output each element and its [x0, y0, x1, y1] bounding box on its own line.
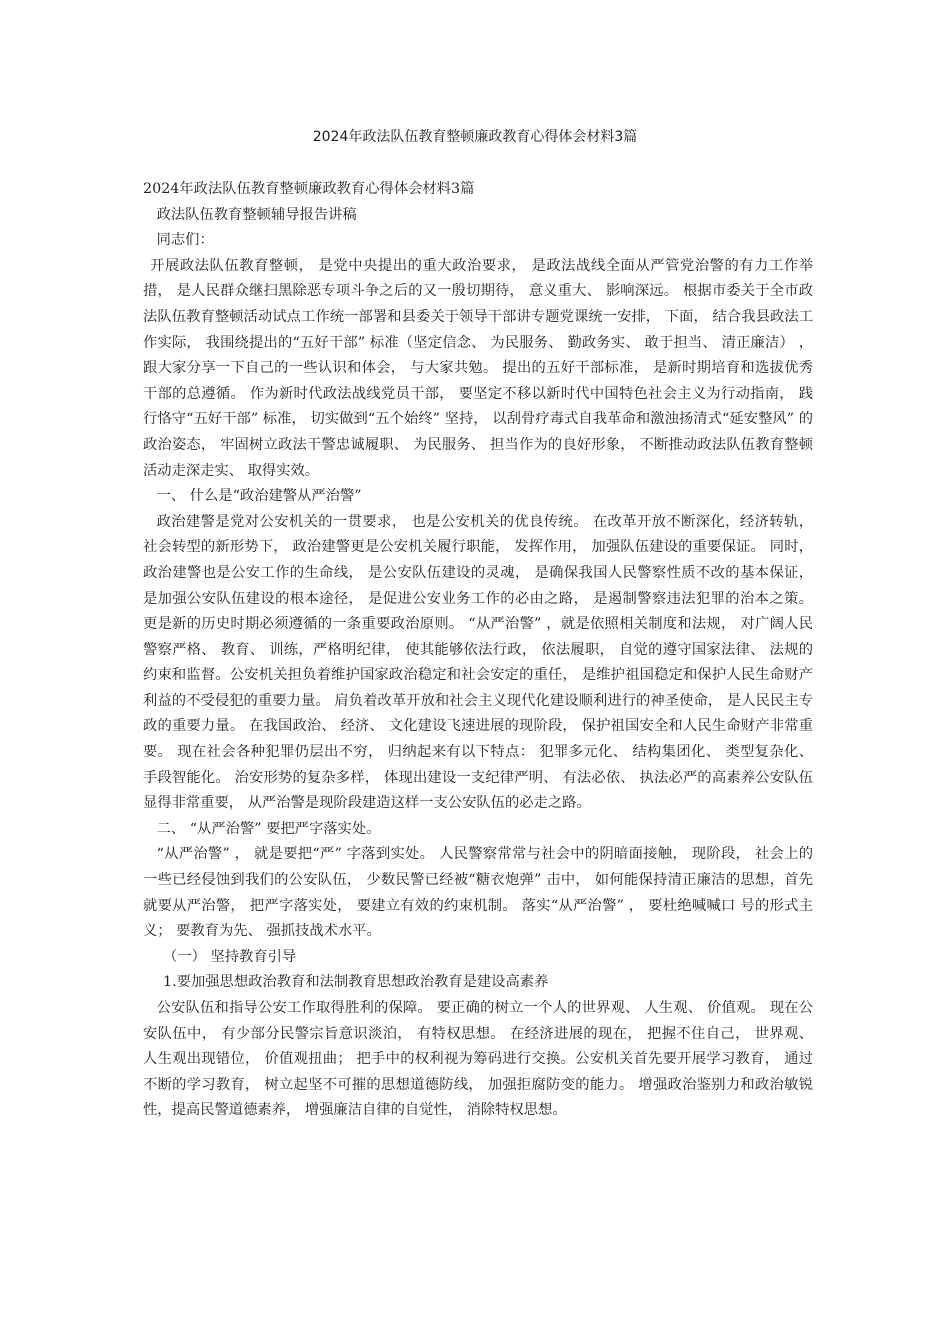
document-title: 2024年政法队伍教育整顿廉政教育心得体会材料3篇 — [312, 129, 638, 145]
section-heading-1: 一、 什么是“政治建警从严治警” — [156, 488, 362, 505]
salutation: 同志们： — [156, 232, 214, 249]
paragraph-section-1: 政治建警是党对公安机关的一贯要求， 也是公安机关的优良传统。 在改革开放不断深化，经济转轨， 社会转型的新形势下， 政治建警更是公安机关履行职能， 发挥作用， 加强队伍建设的重要保证。 同时， 政治建警也是公安工作的生命线， 是公安队伍建设的灵魂， 是确保我国人民警察性质不改的基本保证， 是加强公安队伍建设的根本途径， 是促进公安业务工作的必由之路， 是遏制警察违法犯罪的治本之策。 更是新的历史时期必须遵循的一条重要政治原则。 “从严治警” ，就是依照相关制度和法规， 对广阔人民警察严格、 教育、 训练，严格明纪律， 使其能够依法行政， 依法履职， 自觉的遵守国家法律、 法规的约束和监督。公安机关担负着维护国家政治稳定和社会安定的重任， 是维护祖国稳定和保护人民生命财产利益的不受侵犯的重要力量。 肩负着改革开放和社会主义现代化建设顺利进行的神圣使命， 是人民民主专政的重要力量。 在我国政治、 经济、 文化建设飞速进展的现阶段， 保护祖国安全和人民生命财产非常重要。 现在社会各种犯罪仍层出不穷， 归纳起来有以下特点： 犯罪多元化、 结构集团化、 类型复杂化、 手段智能化。 治安形势的复杂多样， 体现出建设一支纪律严明、 有法必依、 执法必严的高素养公安队伍显得非常重要， 从严治警是现阶段建造这样一支公安队伍的必走之路。 — [143, 513, 813, 812]
report-subtitle: 政法队伍教育整顿辅导报告讲稿 — [156, 206, 357, 223]
paragraph-section-2: “从严治警” ， 就是要把“严” 字落到实处。 人民警察常常与社会中的阴暗面接触， 现阶段， 社会上的一些已经侵蚀到我们的公安队伍， 少数民警已经被“糖衣炮弹” 击中， 如何能保持清正廉洁的思想，首先就要从严治警， 把严字落实处， 要建立有效的约束机制。 落实“从严治警” ， 要杜绝喊喊口 号的形式主义； 要教育为先、 强抓技战术水平。 — [143, 846, 813, 940]
subsection-heading-1: （一） 坚持教育引导 — [163, 948, 297, 965]
paragraph-education: 公安队伍和指导公安工作取得胜利的保障。 要正确的树立一个人的世界观、 人生观、 价值观。 现在公安队伍中， 有少部分民警宗旨意识淡泊， 有特权思想。 在经济进展的现在， 把握不住自己， 世界观、 人生观出现错位， 价值观扭曲； 把手中的权利视为筹码进行交换。公安机关首先要开展学习教育， 通过不断的学习教育， 树立起坚不可摧的思想道德防线， 加强拒腐防变的能力。 增强政治鉴别力和政治敏锐性，提高民警道德素养， 增强廉洁自律的自觉性， 消除特权思想。 — [143, 1000, 813, 1119]
paragraph-intro: 开展政法队伍教育整顿， 是党中央提出的重大政治要求， 是政法战线全面从严管党治警的有力工作举措， 是人民群众继扫黑除恶专项斗争之后的又一殷切期待， 意义重大、 影响深远。 根据市委关于全市政法队伍教育整顿活动试点工作统一部署和县委关于领导干部讲专题党课统一安排， 下面， 结合我县政法工作实际， 我围绕提出的“五好干部” 标准（坚定信念、 为民服务、 勤政务实、 敢于担当、 清正廉洁） ， 跟大家分享一下自己的一些认识和体会， 与大家共勉。 提出的五好干部标准， 是新时期培育和选拔优秀干部的总遵循。 作为新时代政法战线党员干部， 要坚定不移以新时代中国特色社会主义为行动指南， 践行恪守“五好干部” 标准， 切实做到“五个始终” 坚持， 以刮骨疗毒式自我革命和激浊扬清式“延安整风” 的政治姿态， 牢固树立政法干警忠诚履职、 为民服务、 担当作为的良好形象， 不断推动政法队伍教育整顿活动走深走实、 取得实效。 — [143, 257, 813, 479]
numbered-item-1: 1.要加强思想政治教育和法制教育思想政治教育是建设高素养 — [163, 974, 549, 991]
section-heading-2: 二、 “从严治警” 要把严字落实处。 — [156, 820, 381, 837]
body-heading: 2024年政法队伍教育整顿廉政教育心得体会材料3篇 — [143, 181, 475, 197]
document-body — [143, 177, 813, 1124]
